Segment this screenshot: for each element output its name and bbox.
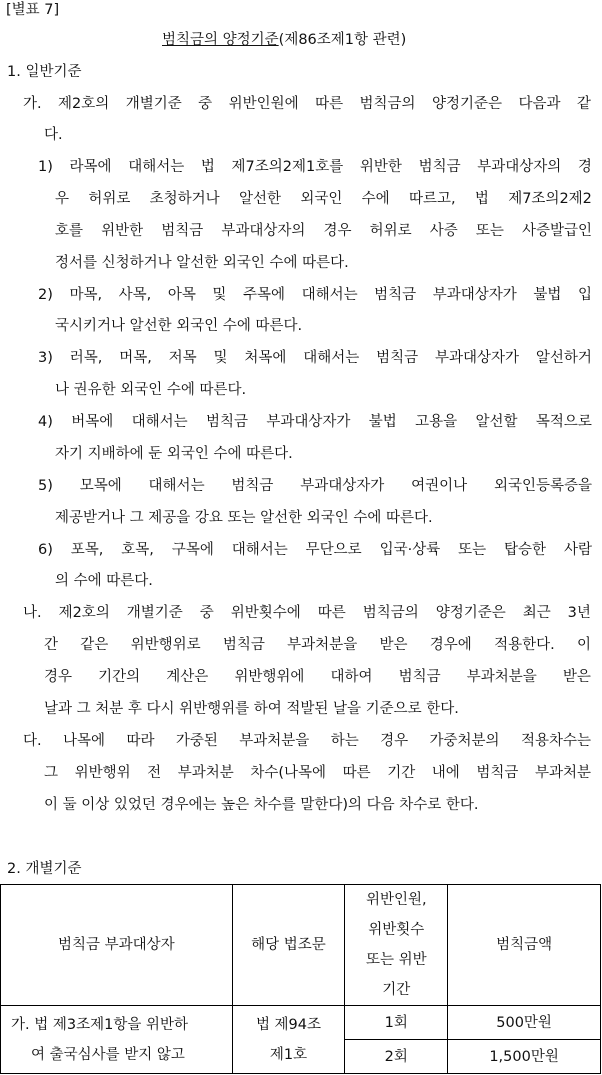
ga-line-2: 다. (44, 127, 63, 143)
ga-item4-line1: 4) 버목에 대해서는 범칙금 부과대상자가 불법 고용을 알선할 목적으로 (38, 414, 592, 430)
header-amount: 범칙금액 (448, 885, 601, 1006)
ga-item5-line2: 제공받거나 그 제공을 강요 또는 알선한 외국인 수에 따른다. (55, 510, 433, 526)
title-rest: (제86조제1항 관련) (278, 32, 407, 48)
header-criteria: 위반인원, 위반횟수 또는 위반 기간 (345, 885, 448, 1006)
na-line-4: 날과 그 처분 후 다시 위반행위를 하여 적발된 날을 기준으로 한다. (44, 701, 459, 717)
table-header-row (1, 885, 601, 1006)
title-underlined: 범칙금의 양정기준 (162, 32, 279, 48)
ga-item1-line3: 호를 위반한 범칙금 부과대상자의 경우 허위로 사증 또는 사증발급인 (55, 223, 592, 239)
row1-criteria-2: 2회 (345, 1040, 448, 1074)
header-subject: 범칙금 부과대상자 (1, 885, 233, 1006)
ga-item6-line2: 의 수에 따른다. (55, 573, 153, 589)
row1-article: 법 제94조 제1호 (232, 1006, 345, 1074)
ga-item5-line1: 5) 모목에 대해서는 범칙금 부과대상자가 여권이나 외국인등록증을 (38, 478, 592, 494)
ga-item4-line2: 자기 지배하에 둔 외국인 수에 따른다. (55, 446, 293, 462)
row1-amount-2: 1,500만원 (448, 1040, 601, 1074)
da-line-2: 그 위반행위 전 부과처분 차수(나목에 따른 기간 내에 범칙금 부과처분 (44, 765, 591, 781)
ga-item2-line2: 국시키거나 알선한 외국인 수에 따른다. (55, 318, 303, 334)
individual-heading: 2. 개별기준 (7, 861, 82, 877)
general-heading: 1. 일반기준 (7, 64, 82, 80)
table-row (1, 1006, 601, 1040)
ga-item3-line1: 3) 러목, 머목, 저목 및 처목에 대해서는 범칙금 부과대상자가 알선하거 (38, 350, 592, 366)
ga-line-1: 가. 제2호의 개별기준 중 위반인원에 따른 범칙금의 양정기준은 다음과 같 (23, 96, 591, 112)
da-line-1: 다. 나목에 따라 가중된 부과처분을 하는 경우 가중처분의 적용차수는 (23, 733, 591, 749)
na-line-3: 경우 기간의 계산은 위반행위에 대하여 범칙금 부과처분을 받은 (44, 669, 591, 685)
annex-label: [별표 7] (6, 2, 60, 18)
ga-item1-line2: 우 허위로 초청하거나 알선한 외국인 수에 따르고, 법 제7조의2제2 (55, 191, 592, 207)
ga-item1-line4: 정서를 신청하거나 알선한 외국인 수에 따른다. (55, 255, 349, 271)
row1-subject: 가. 법 제3조제1항을 위반하 여 출국심사를 받지 않고 (1, 1006, 233, 1074)
header-article: 해당 법조문 (232, 885, 345, 1006)
page-title (162, 30, 406, 50)
penalty-table (0, 884, 601, 1074)
na-line-1: 나. 제2호의 개별기준 중 위반횟수에 따른 범칙금의 양정기준은 최근 3년 (23, 605, 591, 621)
ga-item6-line1: 6) 포목, 호목, 구목에 대해서는 무단으로 입국·상륙 또는 탑승한 사람 (38, 542, 592, 558)
ga-item3-line2: 나 권유한 외국인 수에 따른다. (55, 382, 247, 398)
ga-item1-line1: 1) 라목에 대해서는 법 제7조의2제1호를 위반한 범칙금 부과대상자의 경 (38, 159, 592, 175)
ga-item2-line1: 2) 마목, 사목, 아목 및 주목에 대해서는 범칙금 부과대상자가 불법 입 (38, 287, 592, 303)
da-line-3: 이 둘 이상 있었던 경우에는 높은 차수를 말한다)의 다음 차수로 한다. (44, 797, 479, 813)
na-line-2: 간 같은 위반행위로 범칙금 부과처분을 받은 경우에 적용한다. 이 (44, 637, 591, 653)
row1-amount-1: 500만원 (448, 1006, 601, 1040)
row1-criteria-1: 1회 (345, 1006, 448, 1040)
